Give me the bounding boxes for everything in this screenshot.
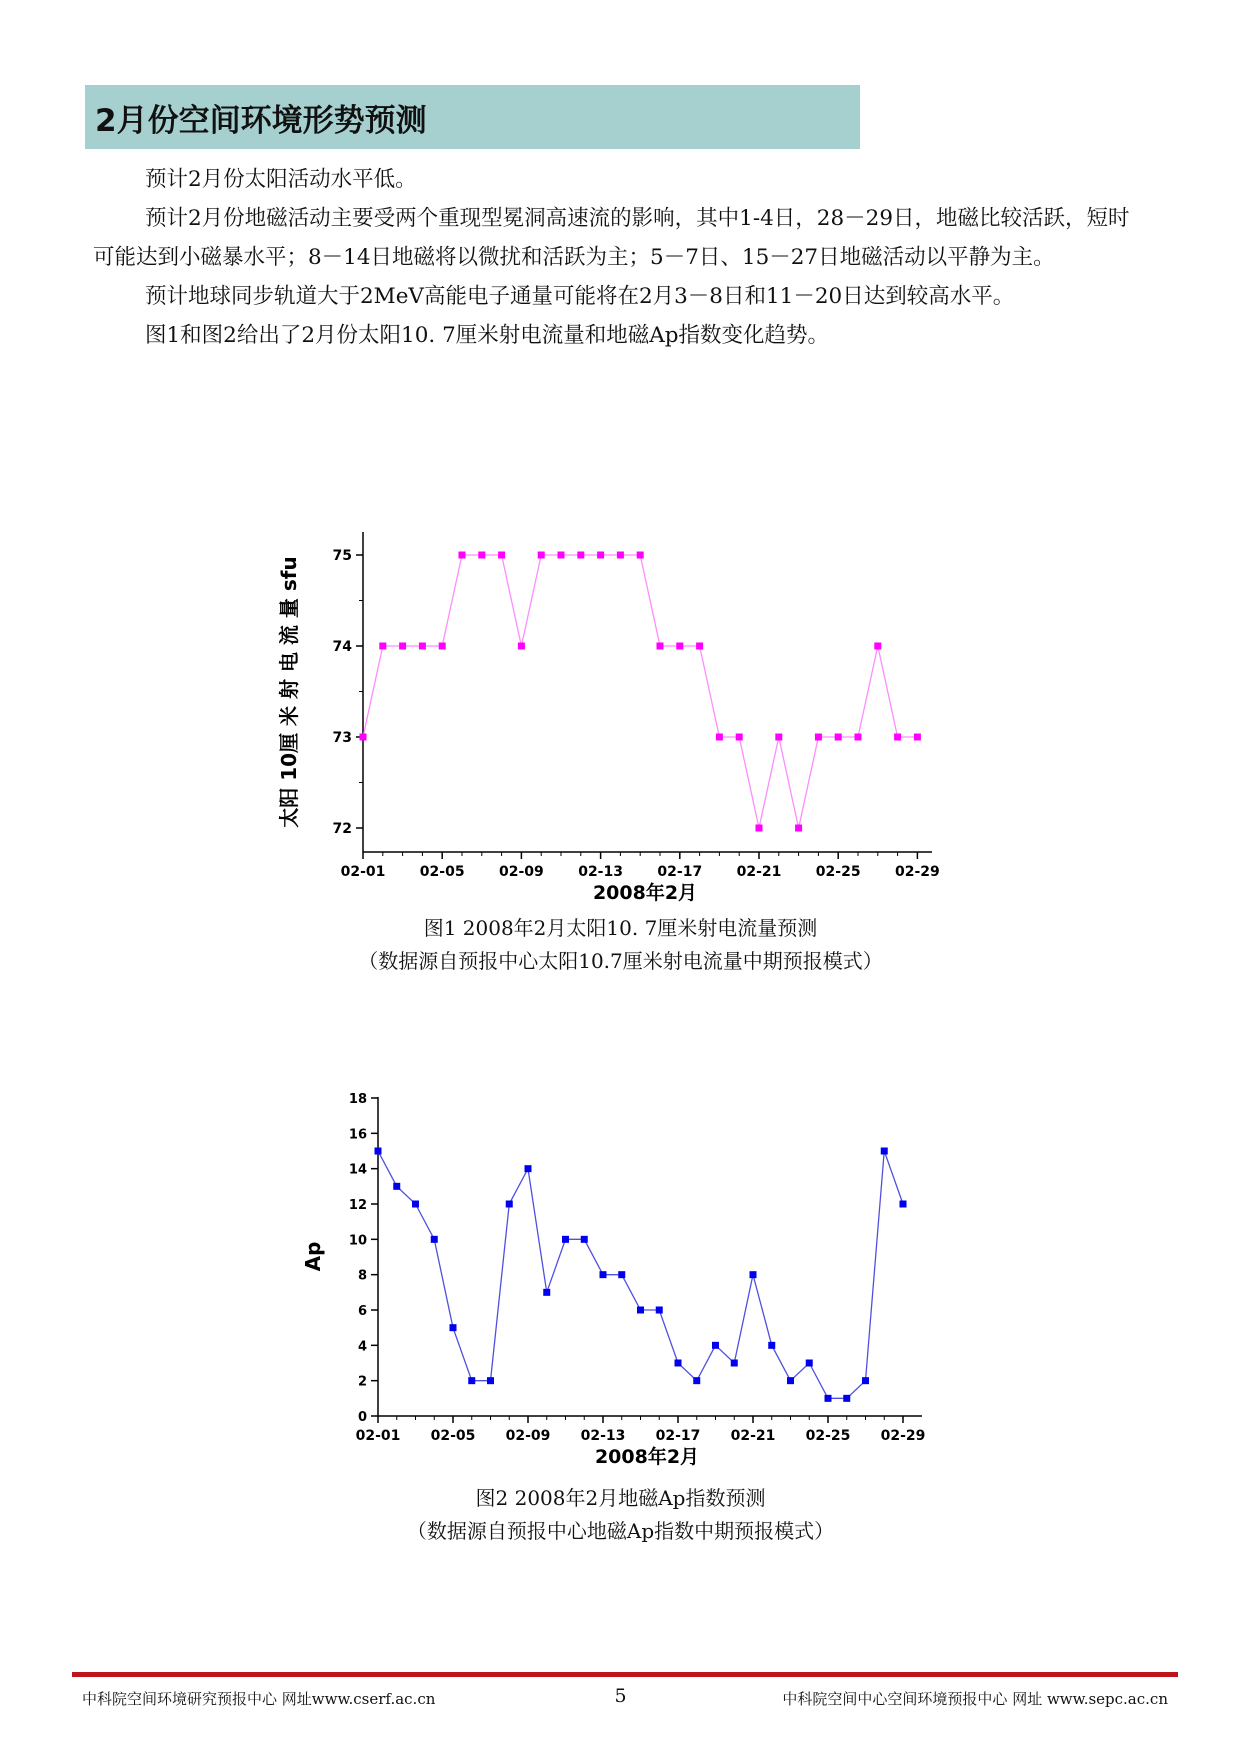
x-axis-title: 2008年2月 [592, 882, 698, 904]
footer-rule [72, 1672, 1178, 1677]
data-point [675, 1360, 682, 1367]
data-point [360, 734, 367, 741]
x-tick-label: 02-09 [505, 1428, 551, 1444]
y-tick-label: 72 [332, 821, 352, 837]
x-tick-label: 02-13 [578, 864, 623, 880]
x-tick-label: 02-17 [655, 1428, 701, 1444]
data-point [617, 552, 624, 559]
data-point [676, 643, 683, 650]
data-point [787, 1377, 794, 1384]
data-point [637, 1307, 644, 1314]
ap-index-chart [0, 1080, 1241, 1480]
x-tick-label: 02-25 [815, 864, 861, 880]
x-tick-label: 02-21 [736, 864, 782, 880]
data-point [894, 734, 901, 741]
data-point [768, 1342, 775, 1349]
data-point [487, 1377, 494, 1384]
data-point [538, 552, 545, 559]
series-line [363, 555, 917, 828]
x-tick-label: 02-29 [895, 864, 940, 880]
x-tick-label: 02-05 [430, 1428, 476, 1444]
data-point [843, 1395, 850, 1402]
paragraph-figures: 图1和图2给出了2月份太阳10. 7厘米射电流量和地磁Ap指数变化趋势。 [145, 323, 830, 348]
data-point [775, 734, 782, 741]
x-tick-label: 02-01 [340, 864, 386, 880]
data-point [431, 1236, 438, 1243]
data-point [468, 1377, 475, 1384]
y-tick-label: 12 [348, 1198, 367, 1213]
solar-flux-chart [0, 520, 1241, 920]
data-point [498, 552, 505, 559]
data-point [393, 1183, 400, 1190]
paragraph-solar: 预计2月份太阳活动水平低。 [145, 167, 417, 192]
x-axis-title: 2008年2月 [594, 1446, 700, 1468]
y-axis-title: Ap [301, 1241, 325, 1272]
data-point [825, 1395, 832, 1402]
data-point [712, 1342, 719, 1349]
data-point [855, 734, 862, 741]
data-point [815, 734, 822, 741]
y-tick-label: 2 [357, 1374, 367, 1390]
data-point [450, 1324, 457, 1331]
figure2-caption: 图2 2008年2月地磁Ap指数预测 [475, 1486, 766, 1510]
data-point [657, 643, 664, 650]
section-heading-bar [85, 85, 860, 149]
data-point [412, 1201, 419, 1208]
data-point [693, 1377, 700, 1384]
data-point [795, 825, 802, 832]
data-point [439, 643, 446, 650]
y-tick-label: 10 [348, 1233, 367, 1249]
data-point [459, 552, 466, 559]
data-point [756, 825, 763, 832]
data-point [731, 1360, 738, 1367]
data-point [874, 643, 881, 650]
data-point [716, 734, 723, 741]
data-point [900, 1201, 907, 1208]
x-tick-label: 02-09 [499, 864, 544, 880]
data-point [562, 1236, 569, 1243]
x-tick-label: 02-05 [419, 864, 465, 880]
data-point [543, 1289, 550, 1296]
x-tick-label: 02-13 [580, 1428, 626, 1444]
data-point [656, 1307, 663, 1314]
data-point [506, 1201, 513, 1208]
data-point [806, 1360, 813, 1367]
paragraph-geomagnetic: 预计2月份地磁活动主要受两个重现型冕洞高速流的影响，其中1-4日，28－29日，地磁比较活跃，短时可能达到小磁暴水平；8－14日地磁将以微扰和活跃为主；5－7日、15－27日地磁活动以平静为主。 [93, 206, 1130, 270]
body-text [93, 160, 1143, 355]
figure1-caption: 图1 2008年2月太阳10. 7厘米射电流量预测 [423, 916, 818, 940]
figure1-source: （数据源自预报中心太阳10.7厘米射电流量中期预报模式） [358, 949, 883, 973]
data-point [881, 1148, 888, 1155]
y-tick-label: 8 [357, 1268, 367, 1284]
x-tick-label: 02-21 [730, 1428, 776, 1444]
data-point [862, 1377, 869, 1384]
data-point [696, 643, 703, 650]
y-tick-label: 4 [357, 1339, 367, 1355]
x-tick-label: 02-29 [880, 1428, 926, 1444]
data-point [597, 552, 604, 559]
section-heading: 2月份空间环境形势预测 [95, 102, 427, 139]
y-tick-label: 6 [357, 1304, 367, 1319]
figure2-source: （数据源自预报中心地磁Ap指数中期预报模式） [406, 1519, 835, 1543]
data-point [600, 1271, 607, 1278]
data-point [618, 1271, 625, 1278]
y-tick-label: 16 [348, 1127, 367, 1143]
y-tick-label: 14 [348, 1162, 367, 1178]
x-tick-label: 02-25 [805, 1428, 851, 1444]
y-tick-label: 0 [357, 1410, 367, 1425]
data-point [581, 1236, 588, 1243]
y-tick-label: 74 [332, 639, 352, 655]
data-point [518, 643, 525, 650]
y-tick-label: 18 [348, 1092, 367, 1107]
footer-right-text: 中科院空间中心空间环境预报中心 网址 www.sepc.ac.cn [782, 1690, 1168, 1708]
x-tick-label: 02-17 [657, 864, 703, 880]
data-point [750, 1271, 757, 1278]
page-number: 5 [614, 1685, 627, 1707]
data-point [379, 643, 386, 650]
data-point [736, 734, 743, 741]
data-point [478, 552, 485, 559]
footer-left-text: 中科院空间环境研究预报中心 网址www.cserf.ac.cn [82, 1690, 436, 1708]
paragraph-electron: 预计地球同步轨道大于2MeV高能电子通量可能将在2月3－8日和11－20日达到较高水平。 [145, 284, 1015, 309]
data-point [525, 1165, 532, 1172]
data-point [577, 552, 584, 559]
data-point [835, 734, 842, 741]
data-point [375, 1148, 382, 1155]
data-point [399, 643, 406, 650]
data-point [637, 552, 644, 559]
series-line [378, 1151, 903, 1398]
data-point [914, 734, 921, 741]
data-point [558, 552, 565, 559]
y-tick-label: 73 [332, 730, 352, 746]
y-axis-title: 太阳 10厘 米 射 电 流 量 sfu [277, 556, 301, 828]
x-tick-label: 02-01 [355, 1428, 401, 1444]
data-point [419, 643, 426, 650]
y-tick-label: 75 [332, 548, 352, 564]
